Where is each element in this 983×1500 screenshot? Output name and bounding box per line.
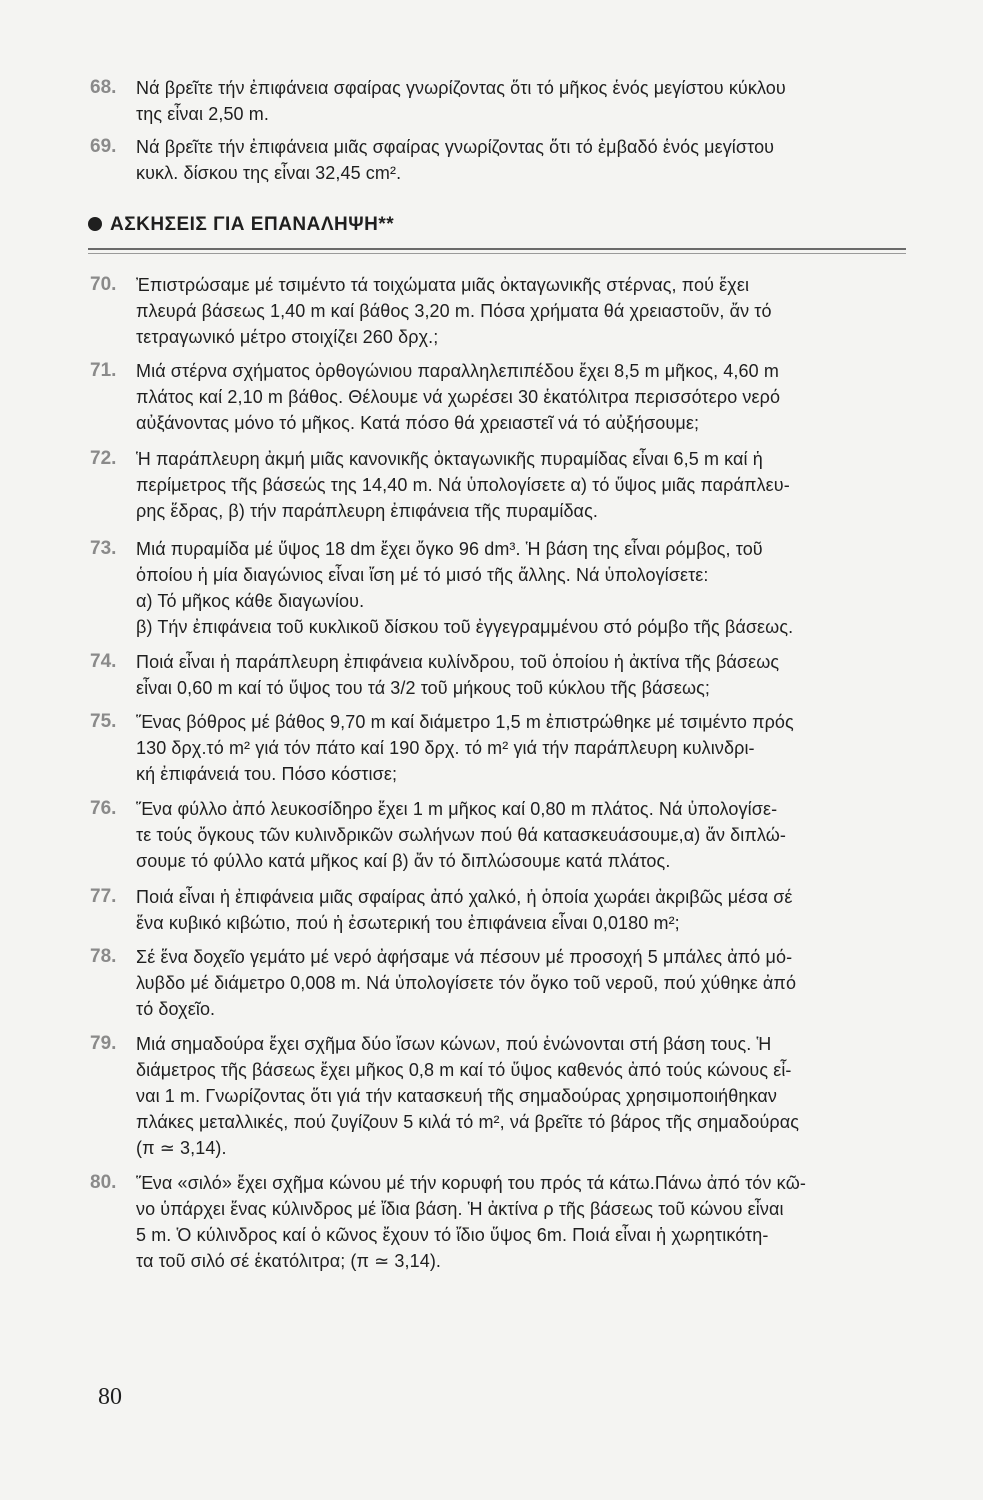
exercise-71 (90, 358, 905, 436)
exercise-text-line: Μιά πυραμίδα μέ ὕψος 18 dm ἔχει ὄγκο 96 dm³. Ἡ βάση της εἶναι ρόμβος, τοῦ (136, 539, 763, 559)
exercise-number: 69. (90, 136, 117, 157)
exercise-74 (90, 649, 905, 701)
exercise-text-line: ναι 1 m. Γνωρίζοντας ὅτι γιά τήν κατασκευή τῆς σημαδούρας χρησιμοποιήθηκαν (136, 1086, 778, 1106)
exercise-text-line: Ποιά εἶναι ἡ παράπλευρη ἐπιφάνεια κυλίνδρου, τοῦ ὁποίου ἡ ἀκτίνα τῆς βάσεως (136, 652, 780, 672)
exercise-text-line: πλάτος καί 2,10 m βάθος. Θέλουμε νά χωρέσει 30 ἑκατόλιτρα περισσότερο νερό (136, 387, 781, 407)
exercise-number: 71. (90, 360, 117, 381)
exercise-text-line: της εἶναι 2,50 m. (136, 104, 269, 124)
exercise-text-line: Μιά στέρνα σχήματος ὀρθογώνιου παραλληλεπιπέδου ἔχει 8,5 m μῆκος, 4,60 m (136, 361, 779, 381)
exercise-text-line: ἕνα κυβικό κιβώτιο, πού ἡ ἐσωτερική του ἐπιφάνεια εἶναι 0,0180 m²; (136, 913, 680, 933)
exercise-text-line: τό δοχεῖο. (136, 999, 216, 1019)
exercise-text-line: Ἕνας βόθρος μέ βάθος 9,70 m καί διάμετρο 1,5 m ἐπιστρώθηκε μέ τσιμέντο πρός (136, 712, 794, 732)
exercise-text-line: Ποιά εἶναι ἡ ἐπιφάνεια μιᾶς σφαίρας ἀπό χαλκό, ἡ ὁποία χωράει ἀκριβῶς μέσα σέ (136, 887, 793, 907)
exercise-text-line: Ἕνα «σιλό» ἔχει σχῆμα κώνου μέ τήν κορυφή του πρός τά κάτω.Πάνω ἀπό τόν κῶ- (136, 1173, 806, 1193)
exercise-79 (90, 1031, 905, 1161)
exercise-text-line: ὁποίου ἡ μία διαγώνιος εἶναι ἴση μέ τό μισό τῆς ἄλλης. Νά ὑπολογίσετε: (136, 565, 709, 585)
exercise-text-line: τε τούς ὄγκους τῶν κυλινδρικῶν σωλήνων πού θά κατασκευάσουμε,α) ἄν διπλώ- (136, 825, 786, 845)
exercise-number: 68. (90, 77, 117, 98)
exercise-number: 72. (90, 448, 117, 469)
exercise-number: 78. (90, 946, 117, 967)
exercise-75 (90, 709, 905, 787)
section-heading-text: ΑΣΚΗΣΕΙΣ ΓΙΑ ΕΠΑΝΑΛΗΨΗ** (110, 214, 395, 235)
exercise-number: 74. (90, 651, 117, 672)
exercise-text-line: Μιά σημαδούρα ἔχει σχῆμα δύο ἴσων κώνων, πού ἑνώνονται στή βάση τους. Ἡ (136, 1034, 772, 1054)
exercise-text-line: κή ἐπιφάνειά του. Πόσο κόστισε; (136, 764, 398, 784)
exercise-text-line: 130 δρχ.τό m² γιά τόν πάτο καί 190 δρχ. τό m² γιά τήν παράπλευρη κυλινδρι- (136, 738, 755, 758)
exercise-text-line: πλάκες μεταλλικές, πού ζυγίζουν 5 κιλά τό m², νά βρεῖτε τό βάρος τῆς σημαδούρας (136, 1112, 800, 1132)
exercise-text-line: Νά βρεῖτε τήν ἐπιφάνεια σφαίρας γνωρίζοντας ὅτι τό μῆκος ἑνός μεγίστου κύκλου (136, 78, 786, 98)
exercise-text-line: Νά βρεῖτε τήν ἐπιφάνεια μιᾶς σφαίρας γνωρίζοντας ὅτι τό ἐμβαδό ἑνός μεγίστου (136, 137, 775, 157)
exercise-text-line: 5 m. Ὁ κύλινδρος καί ὁ κῶνος ἔχουν τό ἴδιο ὕψος 6m. Ποιά εἶναι ἡ χωρητικότη- (136, 1225, 769, 1245)
exercise-text-line: (π ≃ 3,14). (136, 1138, 227, 1158)
exercise-text-line: σουμε τό φύλλο κατά μῆκος καί β) ἄν τό διπλώσουμε κατά πλάτος. (136, 851, 671, 871)
exercise-text-line: ρης ἕδρας, β) τήν παράπλευρη ἐπιφάνεια τῆς πυραμίδας. (136, 501, 598, 521)
section-divider-thin (88, 253, 906, 254)
exercise-text-line: Ἕνα φύλλο ἀπό λευκοσίδηρο ἔχει 1 m μῆκος καί 0,80 m πλάτος. Νά ὑπολογίσε- (136, 799, 778, 819)
exercise-text-line: α) Τό μῆκος κάθε διαγωνίου. (136, 591, 365, 611)
exercise-number: 80. (90, 1172, 117, 1193)
exercise-text-line: Ἐπιστρώσαμε μέ τσιμέντο τά τοιχώματα μιᾶς ὀκταγωνικῆς στέρνας, πού ἔχει (136, 275, 750, 295)
exercise-text-line: τα τοῦ σιλό σέ ἑκατόλιτρα; (π ≃ 3,14). (136, 1251, 442, 1271)
exercise-68 (90, 75, 905, 127)
exercise-76 (90, 796, 905, 874)
exercise-69 (90, 134, 905, 186)
exercise-78 (90, 944, 905, 1022)
section-divider (88, 248, 906, 250)
exercise-text-line: κυκλ. δίσκου της εἶναι 32,45 cm². (136, 163, 402, 183)
exercise-number: 76. (90, 798, 117, 819)
exercise-number: 73. (90, 538, 117, 559)
exercise-80 (90, 1170, 905, 1274)
exercise-number: 70. (90, 274, 117, 295)
exercise-number: 77. (90, 886, 117, 907)
exercise-text-line: εἶναι 0,60 m καί τό ὕψος του τά 3/2 τοῦ μήκους τοῦ κύκλου τῆς βάσεως; (136, 678, 710, 698)
exercise-text-line: λυβδο μέ διάμετρο 0,008 m. Νά ὑπολογίσετε τόν ὄγκο τοῦ νεροῦ, πού χύθηκε ἀπό (136, 973, 797, 993)
exercise-text-line: τετραγωνικό μέτρο στοιχίζει 260 δρχ.; (136, 327, 439, 347)
exercise-number: 75. (90, 711, 117, 732)
section-heading (88, 214, 394, 236)
exercise-text-line: περίμετρος τῆς βάσεώς της 14,40 m. Νά ὑπολογίσετε α) τό ὕψος μιᾶς παράπλευ- (136, 475, 790, 495)
exercise-72 (90, 446, 905, 524)
exercise-77 (90, 884, 905, 936)
exercise-number: 79. (90, 1033, 117, 1054)
bullet-icon (88, 217, 102, 231)
exercise-text-line: β) Τήν ἐπιφάνεια τοῦ κυκλικοῦ δίσκου τοῦ ἐγγεγραμμένου στό ρόμβο τῆς βάσεως. (136, 617, 794, 637)
exercise-text-line: Ἡ παράπλευρη ἀκμή μιᾶς κανονικῆς ὀκταγωνικῆς πυραμίδας εἶναι 6,5 m καί ἡ (136, 449, 763, 469)
page-number: 80 (98, 1384, 122, 1410)
exercise-text-line: πλευρά βάσεως 1,40 m καί βάθος 3,20 m. Πόσα χρήματα θά χρειαστοῦν, ἄν τό (136, 301, 772, 321)
exercise-73 (90, 536, 905, 640)
exercise-text-line: αὐξάνοντας μόνο τό μῆκος. Κατά πόσο θά χρειαστεῖ νά τό αὐξήσουμε; (136, 413, 700, 433)
exercise-text-line: νο ὑπάρχει ἕνας κύλινδρος μέ ἴδια βάση. Ἡ ἀκτίνα ρ τῆς βάσεως τοῦ κώνου εἶναι (136, 1199, 784, 1219)
exercise-text-line: Σέ ἕνα δοχεῖο γεμάτο μέ νερό ἀφήσαμε νά πέσουν μέ προσοχή 5 μπάλες ἀπό μό- (136, 947, 793, 967)
exercise-text-line: διάμετρος τῆς βάσεως ἔχει μῆκος 0,8 m καί τό ὕψος καθενός ἀπό τούς κώνους εἶ- (136, 1060, 792, 1080)
exercise-70 (90, 272, 905, 350)
